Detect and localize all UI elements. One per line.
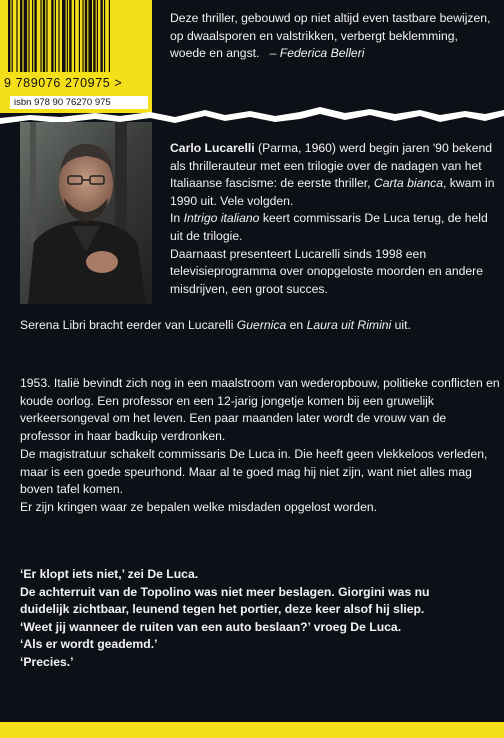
quote-author: – Federica Belleri [269,46,365,60]
book-synopsis [20,375,500,517]
bio-paragraph-1: Carlo Lucarelli (Parma, 1960) werd begin jaren '90 bekend als thrillerauteur met een trilogie over de nadagen van het Italiaanse fascisme: de eerste thriller, Carta bianca, kwam in 1990 uit. Vele volgden. [170,141,495,208]
synopsis-paragraph: De magistratuur schakelt commissaris De Luca in. Die heeft geen vlekkeloos verleden, maar is een goede speurhond. Maar al te goed mag hij niet zijn, want niet alles mag boven tafel komen. [20,446,488,497]
review-quote [170,10,496,63]
book-title: Intrigo italiano [183,211,260,226]
excerpt-line: De achterruit van de Topolino was niet meer beslagen. Giorgini was nu [20,584,430,599]
barcode-panel [0,0,152,113]
excerpt-line: ‘Er klopt iets niet,’ zei De Luca. [20,567,199,581]
book-excerpt [20,566,502,672]
isbn-label: isbn 978 90 76270 975 [10,96,148,109]
book-title: Carta bianca [373,176,444,191]
bio-paragraph-2: In Intrigo italiano keert commissaris De Luca terug, de held uit de trilogie. [170,211,488,243]
book-title: Laura uit Rimini [306,318,392,332]
bio-paragraph-4: Serena Libri bracht eerder van Lucarelli Guernica en Laura uit Rimini uit. [20,318,411,332]
excerpt-line: ‘Weet jij wanneer de ruiten van een auto beslaan?’ vroeg De Luca. [20,619,402,634]
excerpt-line: ‘Als er wordt geademd.’ [20,637,158,652]
book-title: Guernica [236,318,287,332]
quote-text: Deze thriller, gebouwd op niet altijd even tastbare bewijzen, op dwaalsporen en valstrikken, verbergt beklemming, woede en angst. [170,11,491,60]
excerpt-line: duidelijk zichtbaar, leunend tegen het portier, deze keer alsof hij sliep. [20,602,425,617]
barcode-icon [6,0,146,72]
synopsis-paragraph: Er zijn kringen waar ze bepalen welke misdaden opgelost worden. [20,499,378,514]
bottom-yellow-strip [0,722,504,738]
excerpt-line: ‘Precies.’ [20,654,74,669]
author-bio [170,140,500,298]
bio-paragraph-3: Daarnaast presenteert Lucarelli sinds 1998 een televisieprogramma over onopgeloste moorden en andere misdrijven, een groot succes. [170,246,484,296]
author-name: Carlo Lucarelli [170,141,255,155]
synopsis-paragraph: 1953. Italië bevindt zich nog in een maalstroom van wederopbouw, politieke conflicten en koude oorlog. Een professor en een 12-jarig jongetje komen bij een gruwelijk verkeersongeval om het leven. Een paar maanden later wordt de vrouw van de professor in haar badkuip verdronken. [20,376,500,444]
author-photo [20,122,152,304]
isbn-digits: 9 789076 270975 > [4,76,123,90]
